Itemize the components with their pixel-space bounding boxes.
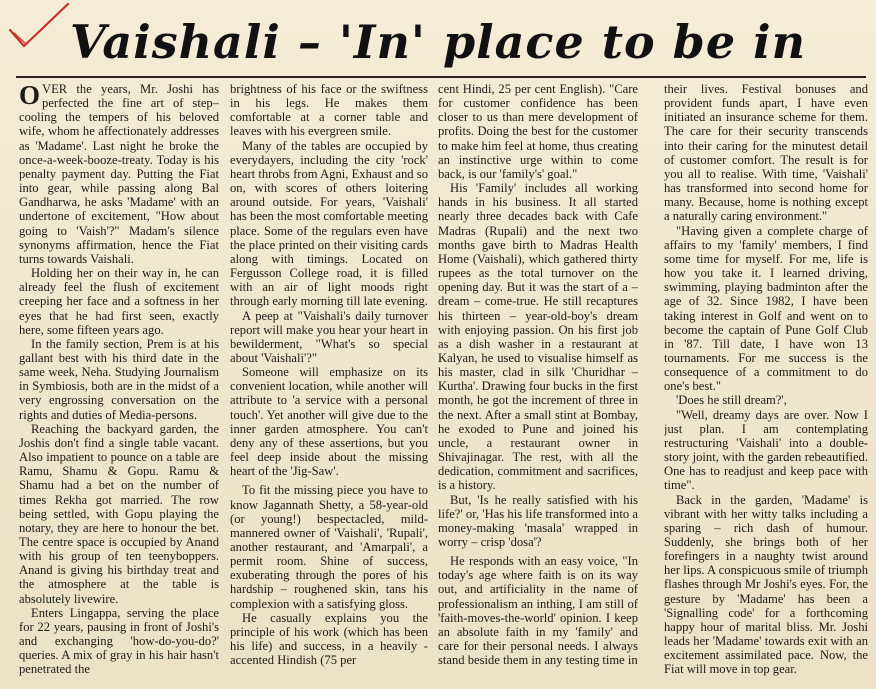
article-headline: Vaishali – 'In' place to be in	[69, 15, 807, 69]
paragraph: To fit the missing piece you have to know Jagannath Shetty, a 58-year-old (or young!) bespectacled, mild-mannered owner of 'Vaishali', 'Rupali', another restaurant, and 'Amarpali', a permit room. Shine of success, exuberating through the pores of his hardship – roughened skin, tans his complexion with a satisfying gloss.	[230, 483, 428, 611]
opening-text: VER the years, Mr. Joshi has perfected the fine art of step–cooling the tempers of his beloved wife, whom he affectionately addresses as 'Madame'. Last night he broke the once-a-week-booze-treaty. Today is his penalty payment day. Putting the Fiat into gear, while passing along Bal Gandharwa, he asks 'Madame' with an undertone of excitement, "How about going to 'Vaish'?" Madam's silence synonyms affirmation, hence the Fiat turns towards Vaishali.	[19, 82, 219, 266]
article-column-1	[19, 82, 219, 684]
paragraph: Holding her on their way in, he can already feel the flush of excitement creeping her face and a softness in her eyes that he had first seen, exactly here, some fifteen years ago.	[19, 266, 219, 337]
paragraph: 'Does he still dream?',	[676, 393, 787, 408]
paragraph: In the family section, Prem is at his gallant best with his third date in the same week, Neha. Studying Journalism in Symbiosis, both are in the midst of a very engrossing conversation on the rights and duties of Media-persons.	[19, 336, 219, 422]
opening-paragraph	[19, 82, 219, 266]
paragraph: His 'Family' includes all working hands in his business. It all started nearly three decades back with Cafe Madras (Rupali) and the next two months gave birth to Madras Health Home (Vaishali), which gathered thirty rupees as the total turnover on the opening day. But it was the start of a – dream – come-true. He still recaptures his thirteen – year-old-boy's dream with enjoying passion. On his first job as a dish washer in a restaurant at Kalyan, he used to visualise himself as his master, clad in silk 'Churidhar – Kurtha'. Drawing four bucks in the first month, he got the increment of three in the next. After a small stint at Bombay, he exoded to Pune and joined his uncle, a restaurant owner in Shivajinagar. The rest, with all the dedication, commitment and sacrifices, is a history.	[438, 181, 638, 493]
paragraph: Many of the tables are occupied by everydayers, including the city 'rock' heart throbs from Agni, Exhaust and so on, with scores of others loitering around outside. For years, 'Vaishali' has been the most comfortable meeting place. Some of the regulars even have the place printed on their visiting cards along with timings. Located on Fergusson College road, it is filled with an air of light moods right through early morning till late evening.	[230, 138, 428, 309]
continued-paragraph: brightness of his face or the swiftness in his legs. He makes them comfortable at a corner table and leaves with his evergreen smile.	[230, 82, 428, 139]
paragraph: Reaching the backyard garden, the Joshis don't find a single table vacant. Also impatient to pounce on a table are Ramu, Shamu & Gopu. Ramu & Shamu had a bet on the number of times Rekha got married. The row being settled, with Gopu playing the notary, they are here to honour the bet. The centre space is occupied by Anand with his group of ten teenyboppers. Anand is giving his birthday treat and the atmosphere at the table is absolutely livewire.	[19, 421, 219, 606]
article-column-3	[438, 82, 638, 684]
paragraph: "Having given a complete charge of affairs to my 'family' members, I find some time for myself. For me, life is how you take it. I learned driving, swimming, playing badminton after the age of 32. Since 1982, I have been taking interest in Golf and went on to become the captain of Pune Golf Club in '87. Till date, I have won 13 tournaments. For me success is the consequence of a commitment to do one's best."	[664, 223, 868, 394]
continued-paragraph: their lives. Festival bonuses and provident funds apart, I have even initiated an insurance scheme for them. The care for their security transcends into their caring for the minutest detail of customer comfort. The result is for you all to realise. With time, 'Vaishali' has transformed into second home for many. Because, home is nothing except a naturally caring environment."	[664, 82, 868, 224]
continued-paragraph: cent Hindi, 25 per cent English). "Care for customer confidence has been closer to us than mere development of profits. Doing the best for the customer to make him feel at home, thus creating an instinctive urge within to come back, is our 'family's' goal."	[438, 82, 638, 181]
paragraph: But, 'Is he really satisfied with his life?' or, 'Has his life transformed into a money-making 'masala' wrapped in worry – crisp 'dosa'?	[438, 492, 638, 549]
paragraph: "Well, dreamy days are over. Now I just plan. I am contemplating restructuring 'Vaishali' into a double-story joint, with the garden rebeautified. One has to readjust and keep pace with time".	[664, 407, 868, 493]
paragraph: A peep at "Vaishali's daily turnover report will make you hear your heart in bewilderment, "What's so special about 'Vaishali'?"	[230, 308, 428, 365]
headline-rule	[16, 76, 866, 78]
paragraph: Enters Lingappa, serving the place for 22 years, pausing in front of Joshi's and exchanging 'how-do-you-do?' queries. A mix of gray in his hair hasn't penetrated the	[19, 605, 219, 677]
drop-cap: O	[19, 82, 41, 110]
paragraph: He casually explains you the principle of his work (which has been his life) and success, in a heavily - accented Hindish (75 per	[230, 610, 428, 668]
paragraph: Back in the garden, 'Madame' is vibrant with her witty talks including a sparing – rich dash of humour. Suddenly, she brings both of her forefingers in a naughty twist around her lips. A conspicuous smile of triumph flashes through Mr Joshi's eyes. For, the gesture by 'Madame' has been a 'Signalling code' for a forthcoming happy hour of marital bliss. Mr. Joshi leads her 'Madame' towards exit with an excitement assimilated pace. Now, the Fiat will move in top gear.	[664, 492, 868, 677]
article-column-4	[664, 82, 868, 684]
article-column-2	[230, 82, 428, 684]
paragraph: He responds with an easy voice, "In today's age where faith is on its way out, and artificiality in the name of professionalism an inthing, I am still of 'faith-moves-the-world' opinion. I keep an absolute faith in my 'family' and care for their personal needs. I always stand beside them in any testing time in	[438, 554, 638, 668]
paragraph: Someone will emphasize on its convenient location, while another will attribute to 'a service with a personal touch'. Yet another will give due to the inner garden atmosphere. You can't deny any of these assertions, but you feel deep inside about the missing heart of the 'Jig-Saw'.	[230, 365, 428, 479]
